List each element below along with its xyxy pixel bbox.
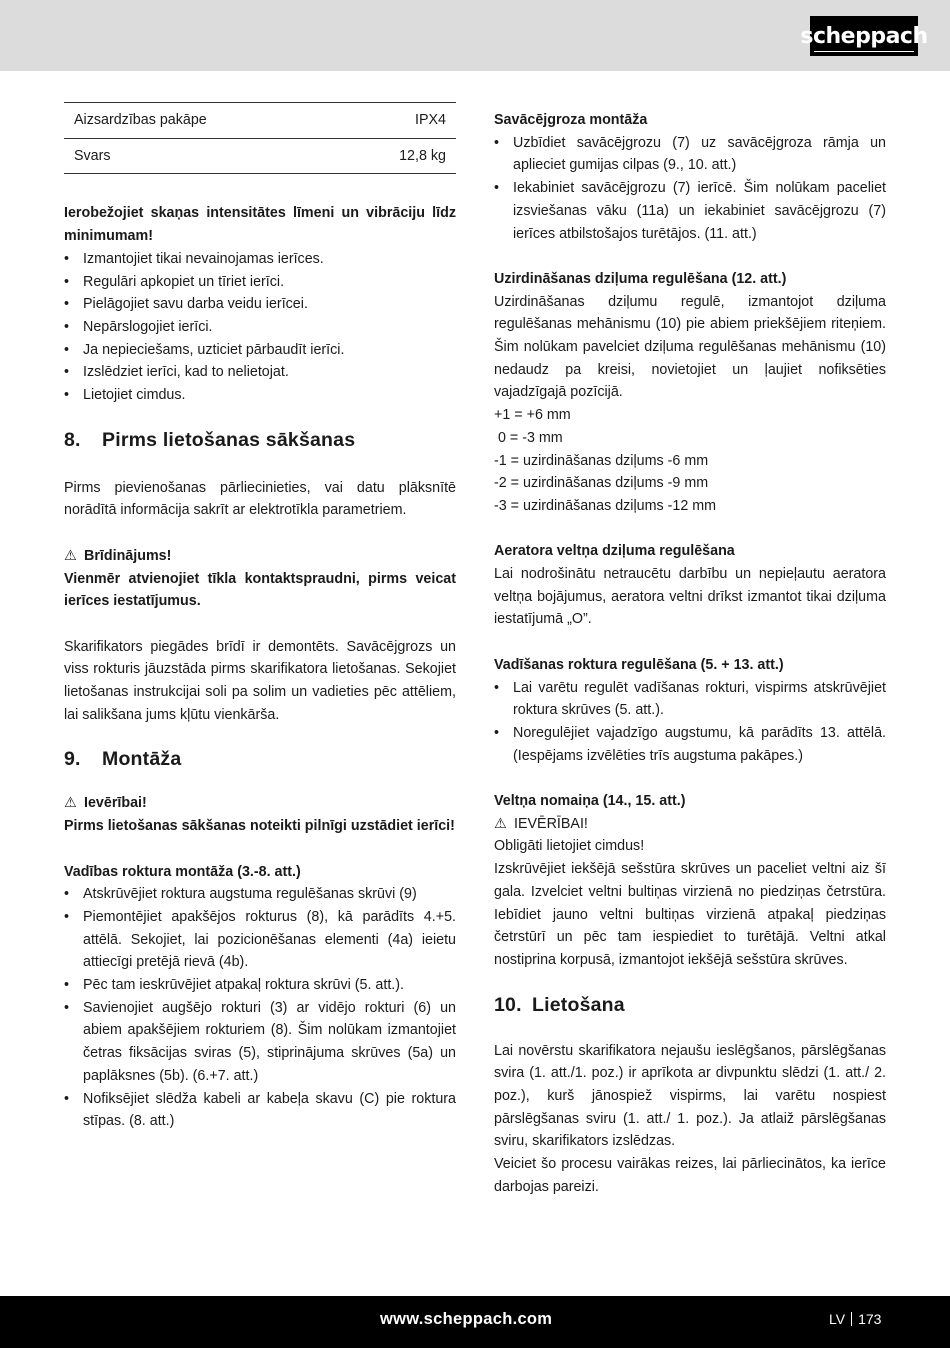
attention-text: Pirms lietošanas sākšanas noteikti pilnīgi uzstādiet ierīci!	[64, 818, 455, 835]
depth-value: +1 = +6 mm	[494, 407, 571, 424]
attention-title: ⚠ Ievērībai!	[64, 792, 456, 815]
depth-heading: Uzirdināšanas dziļuma regulēšana (12. att.)	[494, 270, 787, 287]
list-item: • Nepārslogojiet ierīci.	[64, 316, 456, 339]
section-8-text: Pirms pievienošanas pārliecinieties, vai datu plāksnītē norādītā informācija sakrīt ar elektrotīkla parametriem.	[64, 479, 456, 519]
list-item: • Regulāri apkopiet un tīriet ierīci.	[64, 271, 456, 294]
list-item: • Iekabiniet savācējgrozu (7) ierīcē. Šim nolūkam paceliet izsviešanas vāku (11a) un iekabiniet savācējgrozu (7) ierīces atbilstošajos turētājos. (11. att.)	[494, 177, 886, 245]
list-item: • Uzbīdiet savācējgrozu (7) uz savācējgroza rāmja un aplieciet gumijas cilpas (9., 10. att.)	[494, 132, 886, 177]
page-number: LV 173	[829, 1311, 882, 1327]
list-item: • Noregulējiet vajadzīgo augstumu, kā parādīts 13. attēlā. (Iespējams izvēlēties trīs augstuma pakāpes.)	[494, 722, 886, 767]
list-item: • Savienojiet augšējo rokturi (3) ar vidējo rokturi (6) un abiem apakšējiem rokturiem (8). Šim nolūkam izmantojiet četras fiksācijas sviras (5), stiprinājuma skrūves (5a) un paplāksnes (5b). (6.+7. att.)	[64, 997, 456, 1088]
list-item: • Nofiksējiet slēdža kabeli ar kabeļa skavu (C) pie roktura stīpas. (8. att.)	[64, 1088, 456, 1133]
section-9-heading: 9. Montāža	[64, 748, 182, 771]
depth-value: -1 = uzirdināšanas dziļums -6 mm	[494, 452, 709, 469]
header-bar	[0, 0, 950, 71]
handle-assembly-heading: Vadības roktura montāža (3.-8. att.)	[64, 863, 301, 880]
list-item: • Lietojiet cimdus.	[64, 384, 456, 407]
list-item: • Izmantojiet tikai nevainojamas ierīces.	[64, 248, 456, 271]
spec-label: Aizsardzības pakāpe	[64, 103, 337, 139]
spec-value: IPX4	[337, 103, 456, 139]
roller-warning: ⚠ IEVĒRĪBAI!	[494, 813, 886, 836]
list-item: • Pēc tam ieskrūvējiet atpakaļ roktura skrūvi (5. att.).	[64, 974, 456, 997]
aerator-heading: Aeratora veltņa dziļuma regulēšana	[494, 543, 735, 560]
table-row	[64, 138, 456, 174]
roller-heading: Veltņa nomaiņa (14., 15. att.)	[494, 793, 686, 810]
left-column	[64, 102, 456, 1133]
list-item: • Piemontējiet apakšējos rokturus (8), kā parādīts 4.+5. attēlā. Sekojiet, lai pozicionēšanas elementi (4a) ieietu attiecīgi pretējā rievā (4b).	[64, 906, 456, 974]
warning-triangle-icon: ⚠	[64, 547, 77, 564]
table-row	[64, 103, 456, 139]
depth-value: -2 = uzirdināšanas dziļums -9 mm	[494, 475, 709, 492]
warning-text: Vienmēr atvienojiet tīkla kontaktspraudni, pirms veicat ierīces iestatījumus.	[64, 570, 456, 610]
list-item: • Atskrūvējiet roktura augstuma regulēšanas skrūvi (9)	[64, 883, 456, 906]
list-item: • Ja nepieciešams, uzticiet pārbaudīt ierīci.	[64, 339, 456, 362]
list-item: • Lai varētu regulēt vadīšanas rokturi, vispirms atskrūvējiet roktura skrūves (5. att.).	[494, 677, 886, 722]
spec-label: Svars	[64, 138, 337, 174]
delivery-text: Skarifikators piegādes brīdī ir demontēts. Savācējgrozs un viss rokturis jāuzstāda pirms skarifikatora lietošanas. Sekojiet lietošanas instrukcijai soli pa solim un vadieties pēc attēliem, lai salikšana jums kļūtu vienkārša.	[64, 638, 456, 723]
website-link[interactable]: www.scheppach.com	[380, 1310, 553, 1328]
list-item: • Pielāgojiet savu darba veidu ierīcei.	[64, 293, 456, 316]
usage-text: Lai novērstu skarifikatora nejaušu ieslēgšanos, pārslēgšanas svira (1. att./1. poz.) ir aprīkota ar divpunktu slēdzi (1. att./ 2. poz.), kurš jānospiež vispirms, lai varētu nospiest pārslēgšanas sviru (1. att./ 1. poz.). Ja atlaiž pārslēgšanas sviru, skarifikators izslēdzas.	[494, 1042, 886, 1150]
basket-list	[494, 132, 886, 246]
spec-value: 12,8 kg	[337, 138, 456, 174]
scheppach-logo: scheppach	[810, 16, 918, 56]
section-8-heading: 8. Pirms lietošanas sākšanas	[64, 428, 356, 451]
warning-triangle-icon: ⚠	[64, 795, 77, 812]
depth-value: 0 = -3 mm	[494, 429, 563, 446]
spec-table	[64, 102, 456, 174]
roller-gloves: Obligāti lietojiet cimdus!	[494, 838, 645, 855]
section-10-heading: 10. Lietošana	[494, 993, 625, 1016]
noise-list	[64, 248, 456, 407]
noise-heading: Ierobežojiet skaņas intensitātes līmeni un vibrāciju līdz minimumam!	[64, 205, 456, 245]
handle-adjust-heading: Vadīšanas roktura regulēšana (5. + 13. att.)	[494, 656, 784, 673]
basket-heading: Savācējgroza montāža	[494, 112, 648, 128]
list-item: • Izslēdziet ierīci, kad to nelietojat.	[64, 361, 456, 384]
roller-text: Izskrūvējiet iekšējā sešstūra skrūves un paceliet veltni aiz šī gala. Izvelciet veltni bultiņas virzienā no piedziņas četrstūra. Iebīdiet jauno veltni bultiņas virzienā atpakaļ piedziņas četrstūrī un pēc tam iespiediet to turētājā. Veltni atkal nostiprina korpusā, izmantojot iekšējā sešstūra skrūves.	[494, 861, 886, 968]
handle-adjust-list	[494, 677, 886, 768]
handle-assembly-list	[64, 883, 456, 1133]
footer-bar	[0, 1296, 950, 1348]
aerator-text: Lai nodrošinātu netraucētu darbību un nepieļautu aeratora veltņa bojājumus, aeratora veltni drīkst izmantot tikai dziļuma iestatījumā „O”.	[494, 566, 886, 628]
warning-triangle-icon: ⚠	[494, 815, 507, 832]
warning-title: ⚠ Brīdinājums!	[64, 545, 456, 568]
depth-value: -3 = uzirdināšanas dziļums -12 mm	[494, 497, 717, 514]
depth-text: Uzirdināšanas dziļumu regulē, izmantojot dziļuma regulēšanas mehānismu (10) pie abiem priekšējiem riteņiem. Šim nolūkam pavelciet dziļuma regulēšanas mehānismu (10) nedaudz pa kreisi, novietojiet un ļaujiet nofiksēties vajadzīgajā pozīcijā.	[494, 293, 886, 401]
usage-text-2: Veiciet šo procesu vairākas reizes, lai pārliecinātos, ka ierīce darbojas pareizi.	[494, 1156, 886, 1195]
right-column	[494, 109, 886, 1199]
